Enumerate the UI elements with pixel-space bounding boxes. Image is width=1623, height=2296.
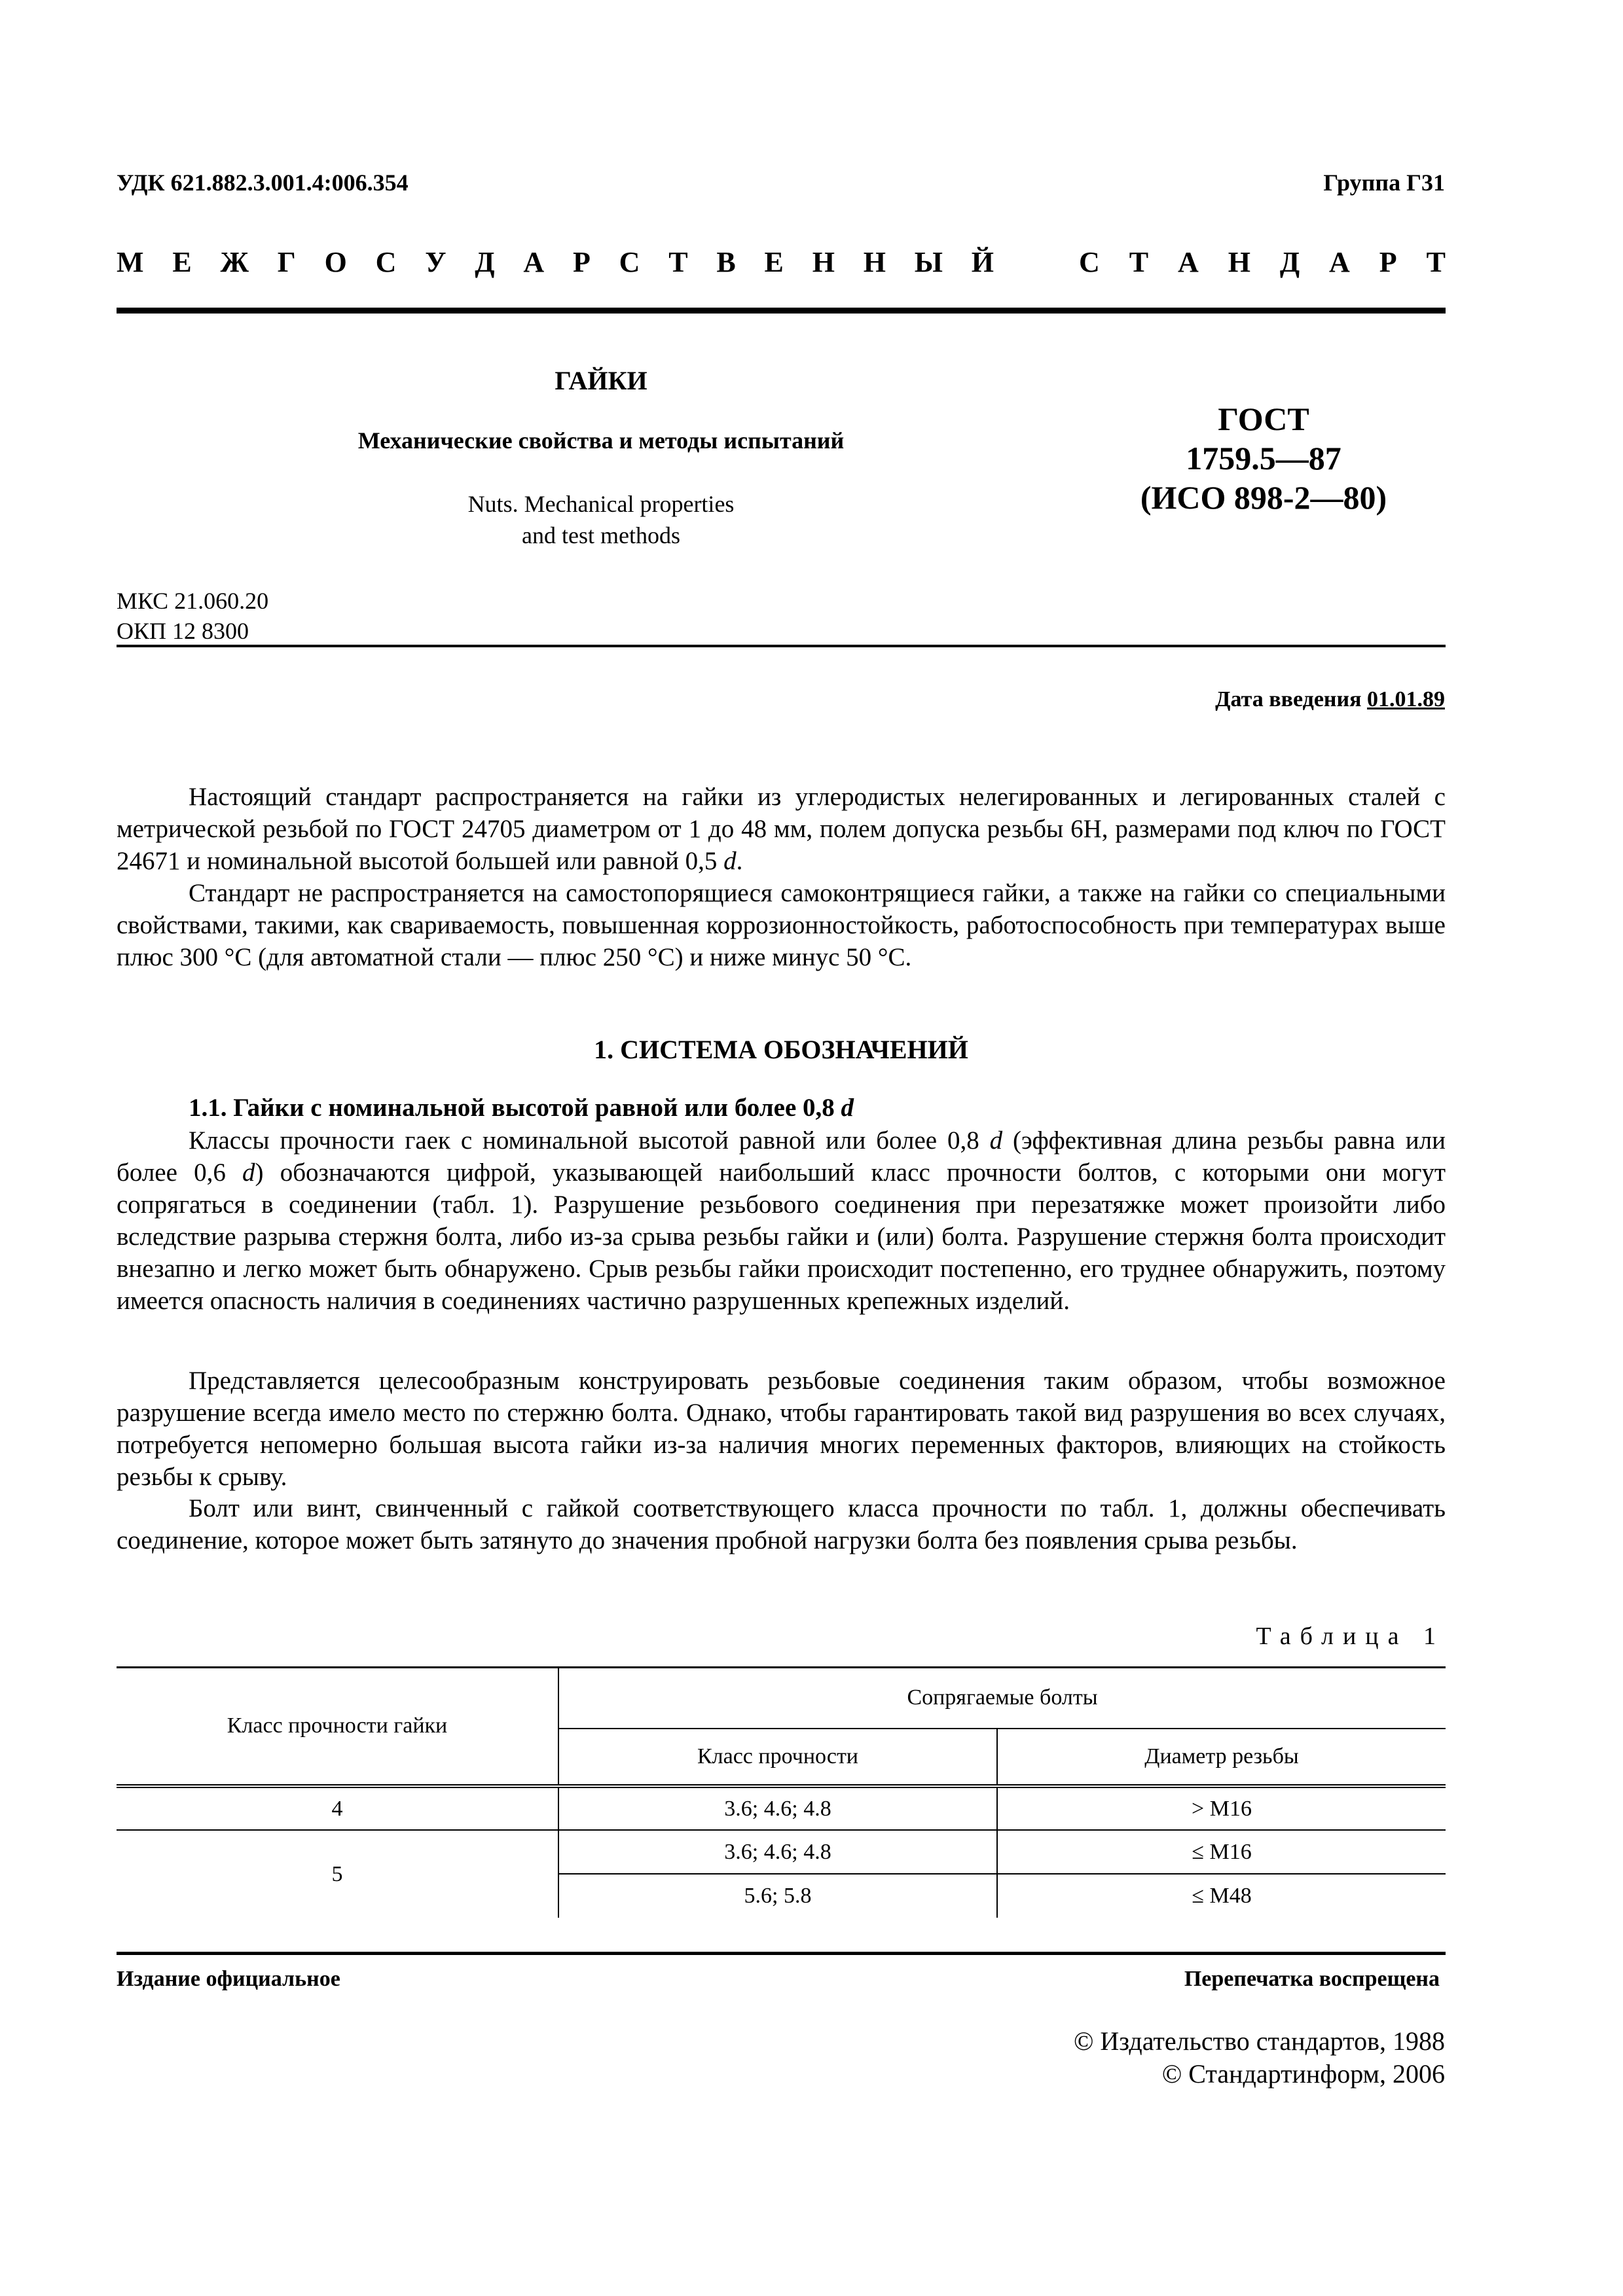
banner-letter: Ы <box>914 246 943 278</box>
banner-letter: С <box>619 246 640 278</box>
paragraph-bolt-requirement: Болт или винт, свинченный с гайкой соответствующего класса прочности по табл. 1, должны обеспечивать соединение, которое может быть затянуто до значения пробной нагрузки болта без появления срыва резьбы. <box>117 1494 1446 1554</box>
gost-line-3: (ИСО 898-2—80) <box>1140 479 1387 516</box>
subsection-1-1-heading <box>189 1093 854 1122</box>
effective-date <box>1215 687 1445 712</box>
header-thread-diameter: Диаметр резьбы <box>1144 1744 1299 1768</box>
p3-text-c: ) обозначаются цифрой, указывающей наибольший класс прочности болтов, с которыми они могут сопрягаться в соединении (табл. 1). Разрушение резьбового соединения при перезатяжке может произойти либо вследствие разрыва стержня болта, либо из-за срыва резьбы гайки и (или) болта. Разрушение стержня болта происходит внезапно и легко может быть обнаружено. Срыв резьбы гайки происходит постепенно, его труднее обнаружить, поэтому имеется опасность наличия в соединениях частично разрушенных крепежных изделий. <box>117 1158 1446 1315</box>
paragraph-scope-end: . <box>736 847 743 875</box>
banner-letter: Д <box>1279 246 1300 278</box>
gost-number <box>1074 399 1453 517</box>
gost-line-1: ГОСТ <box>1218 401 1309 437</box>
footer-rule <box>117 1952 1446 1955</box>
paragraph-design-advice: Представляется целесообразным конструировать резьбовые соединения таким образом, чтобы возможное разрушение всегда имело место по стержню болта. Однако, чтобы гарантировать такой вид разрушения во всех случаях, потребуется непомерно большая высота гайки из-за наличия многих переменных факторов, влияющих на стойкость резьбы к срыву. <box>117 1367 1446 1491</box>
standard-banner <box>117 245 1446 279</box>
banner-letter: С <box>375 246 397 278</box>
banner-letter: У <box>425 246 447 278</box>
banner-letter: А <box>1329 246 1350 278</box>
table-row <box>117 1830 1446 1874</box>
doc-title: ГАЙКИ <box>555 366 647 395</box>
var-d: d <box>242 1158 255 1187</box>
header-bolt-class: Класс прочности <box>558 1729 997 1786</box>
table-1-caption: Таблица 1 <box>1256 1623 1445 1650</box>
okp-code: ОКП 12 8300 <box>117 618 249 644</box>
header-nut-class: Класс прочности гайки <box>117 1668 558 1786</box>
banner-letter: В <box>716 246 736 278</box>
effective-date-label: Дата введения <box>1215 687 1362 711</box>
banner-letter: Т <box>1426 246 1446 278</box>
banner-letter: А <box>523 246 545 278</box>
paragraph-scope-text: Настоящий стандарт распространяется на гайки из углеродистых нелегированных и легированных сталей с метрической резьбой по ГОСТ 24705 диаметром от 1 до 48 мм, полем допуска резьбы 6Н, размерами под ключ по ГОСТ 24671 и номинальной высотой большей или равной 0,5 <box>117 783 1446 875</box>
english-title-line-2: and test methods <box>522 522 680 548</box>
cell-thread-diameter: ≤ М48 <box>997 1874 1446 1918</box>
mks-code: МКС 21.060.20 <box>117 588 269 614</box>
p3-text-b: (эффективная длина резьбы равна или более 0,6 <box>117 1126 1446 1187</box>
header-rule-thin <box>117 645 1446 647</box>
var-d: d <box>841 1094 854 1122</box>
banner-letter: О <box>324 246 347 278</box>
paragraph-scope <box>117 781 1446 877</box>
banner-letter: Т <box>1129 246 1149 278</box>
copyright-1988: © Издательство стандартов, 1988 <box>1073 2026 1445 2056</box>
copyright-2006: © Стандартинформ, 2006 <box>1161 2059 1445 2089</box>
cell-bolt-class: 3.6; 4.6; 4.8 <box>558 1830 997 1874</box>
banner-word-interstate <box>117 245 994 279</box>
effective-date-value: 01.01.89 <box>1367 687 1445 711</box>
banner-word-standard <box>1079 245 1446 279</box>
banner-letter: Й <box>971 246 994 278</box>
banner-letter: М <box>117 246 144 278</box>
banner-letter: Е <box>172 246 192 278</box>
banner-letter: С <box>1079 246 1100 278</box>
banner-letter: Д <box>475 246 495 278</box>
paragraph-strength-classes <box>117 1124 1446 1317</box>
section-1-heading: 1. СИСТЕМА ОБОЗНАЧЕНИЙ <box>594 1035 968 1064</box>
english-title-line-1: Nuts. Mechanical properties <box>467 491 735 517</box>
reprint-forbidden: Перепечатка воспрещена <box>1184 1967 1440 1991</box>
banner-letter: Н <box>812 246 835 278</box>
table-1 <box>117 1668 1446 1918</box>
group-code: Группа Г31 <box>1323 170 1445 196</box>
banner-letter: Н <box>1228 246 1250 278</box>
banner-letter: Р <box>572 246 591 278</box>
cell-bolt-class: 3.6; 4.6; 4.8 <box>558 1786 997 1830</box>
banner-letter: Н <box>863 246 886 278</box>
banner-letter: Г <box>277 246 296 278</box>
table-row <box>117 1786 1446 1830</box>
doc-english-title <box>117 488 1085 551</box>
cell-thread-diameter: > М16 <box>1192 1796 1252 1821</box>
banner-letter: Т <box>668 246 688 278</box>
header-rule-thick <box>117 308 1446 314</box>
header-mating-bolts: Сопрягаемые болты <box>558 1668 1446 1729</box>
banner-letter: Р <box>1379 246 1397 278</box>
subsection-1-1-text: 1.1. Гайки с номинальной высотой равной или более 0,8 <box>189 1094 841 1122</box>
udk-code: УДК 621.882.3.001.4:006.354 <box>117 170 409 196</box>
banner-letter: Е <box>764 246 784 278</box>
banner-letter: А <box>1177 246 1199 278</box>
cell-bolt-class: 5.6; 5.8 <box>558 1874 997 1918</box>
classification-codes <box>117 586 268 646</box>
banner-letter: Ж <box>220 246 249 278</box>
cell-nut-class: 4 <box>117 1786 558 1830</box>
gost-line-2: 1759.5—87 <box>1186 440 1341 476</box>
var-d: d <box>723 847 737 875</box>
doc-subtitle: Механические свойства и методы испытаний <box>357 427 845 454</box>
official-edition: Издание официальное <box>117 1967 340 1991</box>
cell-thread-diameter: ≤ М16 <box>1192 1839 1252 1864</box>
p3-text-a: Классы прочности гаек с номинальной высотой равной или более 0,8 <box>189 1126 990 1155</box>
paragraph-exclusions: Стандарт не распространяется на самостопорящиеся самоконтрящиеся гайки, а также на гайки со специальными свойствами, такими, как свариваемость, повышенная коррозионностойкость, работоспособность при температурах выше плюс 300 °С (для автоматной стали — плюс 250 °С) и ниже минус 50 °С. <box>117 879 1446 971</box>
var-d: d <box>989 1126 1003 1155</box>
cell-nut-class: 5 <box>117 1830 558 1918</box>
